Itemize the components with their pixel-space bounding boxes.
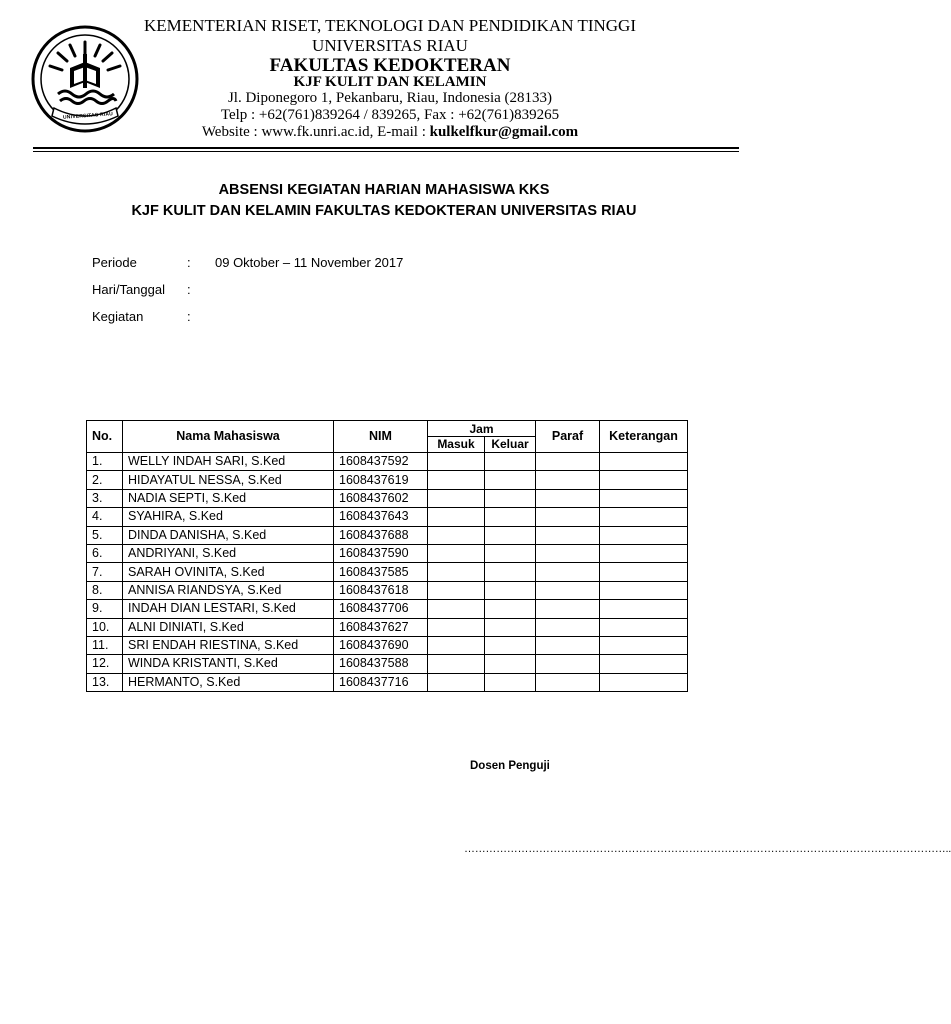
periode-label: Periode (92, 255, 137, 270)
row-paraf (536, 508, 600, 526)
header-name: Nama Mahasiswa (123, 421, 334, 453)
tanggal-label: Hari/Tanggal (92, 282, 165, 297)
row-paraf (536, 544, 600, 562)
table-row (87, 673, 688, 691)
table-row (87, 453, 688, 471)
table-row (87, 563, 688, 581)
email-text: kulkelfkur@gmail.com (429, 124, 579, 140)
row-keterangan (600, 673, 688, 691)
row-keluar (485, 618, 536, 636)
row-nim: 1608437690 (334, 636, 428, 654)
row-keterangan (600, 526, 688, 544)
row-no: 12. (87, 655, 123, 673)
table-row (87, 636, 688, 654)
table-row (87, 526, 688, 544)
row-nim: 1608437716 (334, 673, 428, 691)
row-name: SARAH OVINITA, S.Ked (123, 563, 334, 581)
row-keluar (485, 600, 536, 618)
header-paraf: Paraf (536, 421, 600, 453)
row-name: WINDA KRISTANTI, S.Ked (123, 655, 334, 673)
row-keluar (485, 655, 536, 673)
row-masuk (428, 600, 485, 618)
row-keterangan (600, 600, 688, 618)
website-text: Website : www.fk.unri.ac.id, E-mail : (201, 124, 430, 140)
row-name: WELLY INDAH SARI, S.Ked (123, 453, 334, 471)
signature-label: Dosen Penguji (470, 760, 550, 772)
row-no: 10. (87, 618, 123, 636)
department-name: KJF KULIT DAN KELAMIN (293, 74, 487, 90)
row-no: 9. (87, 600, 123, 618)
row-masuk (428, 453, 485, 471)
row-keterangan (600, 581, 688, 599)
row-no: 7. (87, 563, 123, 581)
row-keluar (485, 526, 536, 544)
row-paraf (536, 563, 600, 581)
table-row (87, 655, 688, 673)
row-keluar (485, 563, 536, 581)
address-line: Jl. Diponegoro 1, Pekanbaru, Riau, Indonesia (28133) (227, 90, 553, 106)
row-masuk (428, 526, 485, 544)
row-paraf (536, 489, 600, 507)
row-paraf (536, 600, 600, 618)
row-no: 1. (87, 453, 123, 471)
row-keterangan (600, 655, 688, 673)
row-nim: 1608437585 (334, 563, 428, 581)
row-nim: 1608437627 (334, 618, 428, 636)
row-keterangan (600, 544, 688, 562)
row-name: INDAH DIAN LESTARI, S.Ked (123, 600, 334, 618)
header-jam: Jam (428, 421, 536, 437)
row-name: HIDAYATUL NESSA, S.Ked (123, 471, 334, 489)
table-row (87, 544, 688, 562)
row-keterangan (600, 489, 688, 507)
row-name: DINDA DANISHA, S.Ked (123, 526, 334, 544)
row-masuk (428, 618, 485, 636)
row-keterangan (600, 471, 688, 489)
row-keluar (485, 471, 536, 489)
row-keluar (485, 673, 536, 691)
ministry-name: KEMENTERIAN RISET, TEKNOLOGI DAN PENDIDIKAN TINGGI (144, 16, 636, 35)
signature-line: ……………………………………………………………………………………………………………………….. (464, 843, 951, 855)
row-paraf (536, 581, 600, 599)
letterhead-rule-thick (33, 147, 739, 149)
row-paraf (536, 673, 600, 691)
row-masuk (428, 471, 485, 489)
row-keterangan (600, 618, 688, 636)
row-keterangan (600, 453, 688, 471)
row-nim: 1608437592 (334, 453, 428, 471)
header-no: No. (87, 421, 123, 453)
table-row (87, 618, 688, 636)
row-keluar (485, 581, 536, 599)
row-keluar (485, 489, 536, 507)
row-no: 6. (87, 544, 123, 562)
row-paraf (536, 636, 600, 654)
row-paraf (536, 655, 600, 673)
row-name: ALNI DINIATI, S.Ked (123, 618, 334, 636)
row-no: 8. (87, 581, 123, 599)
row-masuk (428, 581, 485, 599)
tanggal-colon: : (187, 282, 191, 297)
row-keluar (485, 636, 536, 654)
row-paraf (536, 453, 600, 471)
row-nim: 1608437643 (334, 508, 428, 526)
row-paraf (536, 526, 600, 544)
row-name: HERMANTO, S.Ked (123, 673, 334, 691)
row-keterangan (600, 636, 688, 654)
row-nim: 1608437688 (334, 526, 428, 544)
row-no: 11. (87, 636, 123, 654)
row-nim: 1608437706 (334, 600, 428, 618)
row-no: 4. (87, 508, 123, 526)
row-no: 2. (87, 471, 123, 489)
table-header-row (87, 421, 688, 437)
letterhead-rule-thin (33, 151, 739, 152)
periode-value: 09 Oktober – 11 November 2017 (215, 255, 404, 270)
row-masuk (428, 636, 485, 654)
row-keterangan (600, 508, 688, 526)
row-keluar (485, 508, 536, 526)
table-body (87, 453, 688, 692)
row-keluar (485, 544, 536, 562)
phone-line: Telp : +62(761)839264 / 839265, Fax : +62(761)839265 (220, 107, 560, 123)
row-keterangan (600, 563, 688, 581)
logo-caption: UNIVERSITAS RIAU (62, 111, 114, 121)
row-name: ANDRIYANI, S.Ked (123, 544, 334, 562)
row-nim: 1608437619 (334, 471, 428, 489)
table-row (87, 581, 688, 599)
header-keluar: Keluar (485, 437, 536, 453)
row-no: 5. (87, 526, 123, 544)
row-masuk (428, 563, 485, 581)
table-row (87, 471, 688, 489)
row-paraf (536, 471, 600, 489)
row-no: 3. (87, 489, 123, 507)
row-masuk (428, 508, 485, 526)
kegiatan-colon: : (187, 309, 191, 324)
university-name: UNIVERSITAS RIAU (312, 36, 468, 55)
header-keterangan: Keterangan (600, 421, 688, 453)
row-name: NADIA SEPTI, S.Ked (123, 489, 334, 507)
row-no: 13. (87, 673, 123, 691)
row-masuk (428, 544, 485, 562)
attendance-table (86, 420, 688, 692)
row-paraf (536, 618, 600, 636)
kegiatan-label: Kegiatan (92, 309, 144, 324)
row-name: ANNISA RIANDSYA, S.Ked (123, 581, 334, 599)
row-keluar (485, 453, 536, 471)
row-masuk (428, 673, 485, 691)
row-name: SYAHIRA, S.Ked (123, 508, 334, 526)
row-nim: 1608437590 (334, 544, 428, 562)
row-nim: 1608437602 (334, 489, 428, 507)
table-row (87, 508, 688, 526)
periode-colon: : (187, 255, 191, 270)
row-nim: 1608437588 (334, 655, 428, 673)
row-masuk (428, 655, 485, 673)
document-title: ABSENSI KEGIATAN HARIAN MAHASISWA KKS (218, 182, 550, 198)
contact-line (140, 125, 640, 140)
document-subtitle: KJF KULIT DAN KELAMIN FAKULTAS KEDOKTERAN UNIVERSITAS RIAU (131, 203, 637, 219)
row-nim: 1608437618 (334, 581, 428, 599)
row-name: SRI ENDAH RIESTINA, S.Ked (123, 636, 334, 654)
header-masuk: Masuk (428, 437, 485, 453)
header-nim: NIM (334, 421, 428, 453)
faculty-name: FAKULTAS KEDOKTERAN (269, 55, 511, 76)
table-row (87, 489, 688, 507)
table-row (87, 600, 688, 618)
row-masuk (428, 489, 485, 507)
